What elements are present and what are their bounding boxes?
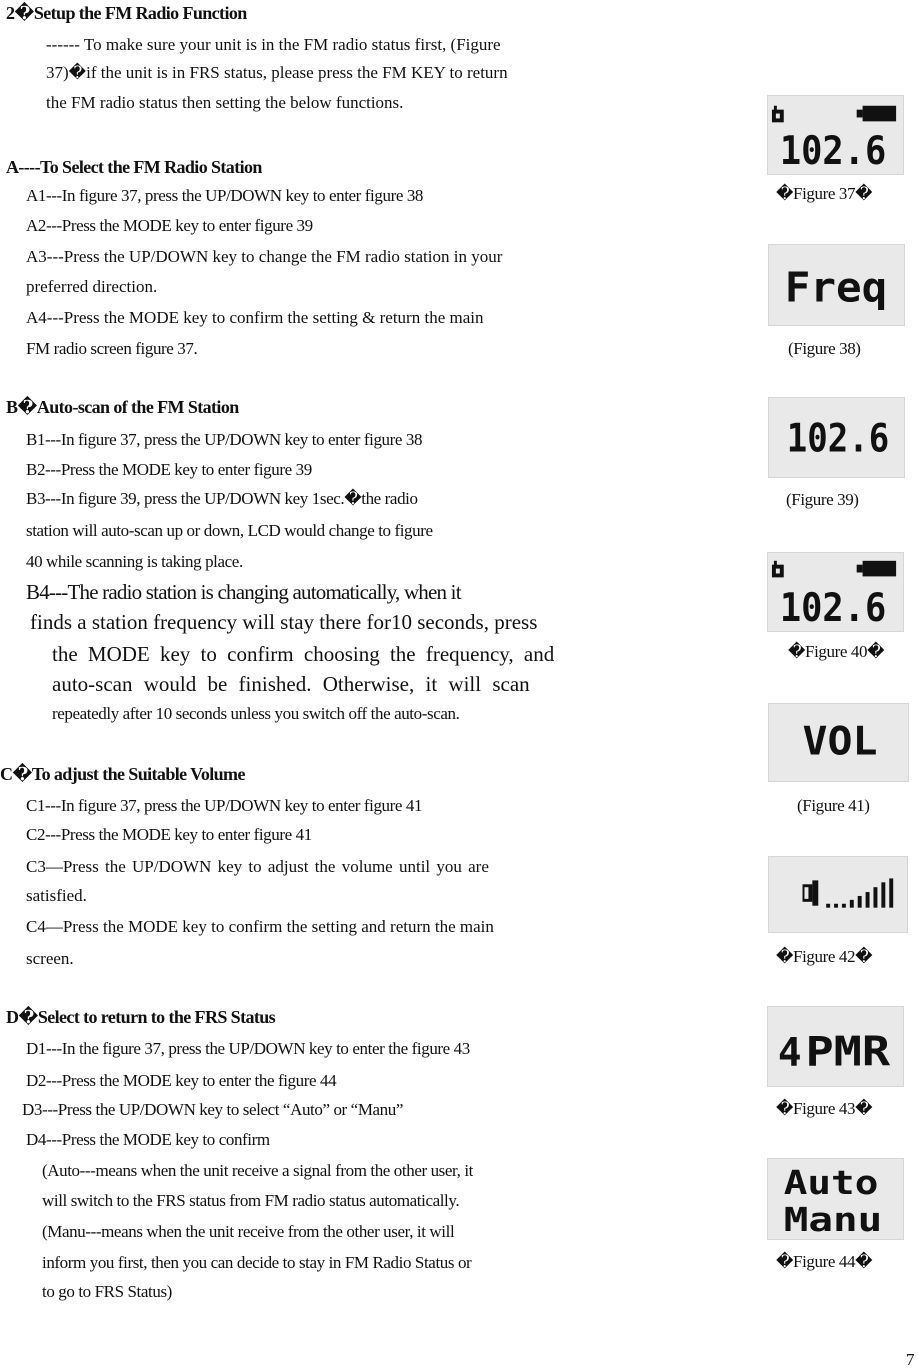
part-c-heading: C�To adjust the Suitable Volume [0, 764, 245, 784]
section-title: 2�Setup the FM Radio Function [6, 3, 247, 23]
figure-caption: �Figure 40� [788, 642, 885, 661]
part-b-line: B3---In figure 39, press the UP/DOWN key 1sec.�the radio [26, 489, 418, 508]
lcd-readout: Freq [784, 263, 888, 312]
part-b-line: 40 while scanning is taking place. [26, 552, 243, 571]
part-c-line: satisfied. [26, 886, 87, 905]
part-c-line: C1---In figure 37, press the UP/DOWN key to enter figure 41 [26, 796, 423, 815]
lcd-readout: 102.6 [779, 586, 887, 631]
figure-caption: (Figure 38) [788, 339, 861, 358]
part-c-line: screen. [26, 949, 74, 968]
part-b-line: finds a station frequency will stay there for10 seconds, press [30, 610, 538, 634]
figure-caption: (Figure 39) [786, 490, 859, 509]
part-b-line: auto-scan would be finished. Otherwise, it will scan [52, 672, 530, 696]
part-b-line: B1---In figure 37, press the UP/DOWN key to enter figure 38 [26, 430, 423, 449]
part-d-line: will switch to the FRS status from FM radio status automatically. [42, 1191, 460, 1210]
part-b-line: B4---The radio station is changing automatically, when it [26, 580, 461, 604]
channel-4-icon [778, 1031, 802, 1076]
speaker-icon [803, 880, 819, 905]
part-d-line: D3---Press the UP/DOWN key to select “Auto” or “Manu” [22, 1100, 404, 1119]
part-d-line: (Auto---means when the unit receive a signal from the other user, it [42, 1161, 473, 1180]
part-a-line: A3---Press the UP/DOWN key to change the FM radio station in your [26, 247, 503, 266]
lcd-figure-42 [768, 856, 908, 933]
part-a-line: FM radio screen figure 37. [26, 339, 198, 358]
part-d-line: D4---Press the MODE key to confirm [26, 1130, 270, 1149]
lcd-readout-manu: Manu [783, 1200, 883, 1239]
part-d-heading: D�Select to return to the FRS Status [6, 1007, 276, 1027]
part-d-line: D2---Press the MODE key to enter the figure 44 [26, 1071, 337, 1090]
lcd-figure-43 [767, 1006, 904, 1087]
part-d-line: D1---In the figure 37, press the UP/DOWN key to enter the figure 43 [26, 1039, 470, 1058]
lcd-figure-44 [767, 1158, 904, 1240]
battery-icon [857, 106, 896, 122]
part-a-line: A1---In figure 37, press the UP/DOWN key to enter figure 38 [26, 186, 424, 205]
svg-text:4: 4 [777, 1030, 802, 1076]
lcd-readout: PMR [805, 1027, 891, 1076]
part-b-line: repeatedly after 10 seconds unless you switch off the auto-scan. [52, 704, 460, 723]
lcd-readout: VOL [802, 719, 878, 765]
lcd-figure-40 [767, 552, 904, 632]
part-b-heading: B�Auto-scan of the FM Station [6, 397, 239, 417]
figure-caption: �Figure 44� [776, 1252, 873, 1271]
part-a-line: A4---Press the MODE key to confirm the setting & return the main [26, 308, 484, 327]
part-d-line: (Manu---means when the unit receive from the other user, it will [42, 1222, 455, 1241]
antenna-icon [772, 561, 784, 578]
lcd-readout: 102.6 [779, 129, 887, 174]
lcd-readout: 102.6 [786, 416, 890, 462]
part-b-line: the MODE key to confirm choosing the frequency, and [52, 642, 555, 666]
figure-caption: �Figure 43� [776, 1099, 873, 1118]
part-a-heading: A----To Select the FM Radio Station [6, 157, 262, 177]
part-d-line: to go to FRS Status) [42, 1282, 172, 1301]
part-c-line: C3—Press the UP/DOWN key to adjust the volume until you are [26, 857, 489, 876]
battery-icon [857, 561, 896, 577]
intro-line: ------ To make sure your unit is in the FM radio status first, (Figure [46, 35, 501, 54]
part-b-line: station will auto-scan up or down, LCD would change to figure [26, 521, 433, 540]
volume-bars-icon [826, 878, 893, 907]
figure-caption: �Figure 42� [776, 947, 873, 966]
antenna-icon [772, 106, 784, 123]
intro-line: 37)�if the unit is in FRS status, please press the FM KEY to return [46, 63, 508, 82]
figure-caption: (Figure 41) [797, 796, 870, 815]
part-c-line: C4—Press the MODE key to confirm the setting and return the main [26, 917, 494, 936]
lcd-figure-41 [768, 703, 909, 782]
part-b-line: B2---Press the MODE key to enter figure 39 [26, 460, 312, 479]
lcd-figure-37 [767, 95, 904, 175]
part-a-line: A2---Press the MODE key to enter figure 39 [26, 216, 313, 235]
lcd-figure-38 [768, 244, 905, 326]
figure-caption: �Figure 37� [776, 184, 873, 203]
page-number: 7 [906, 1350, 915, 1369]
intro-line: the FM radio status then setting the below functions. [46, 93, 404, 112]
lcd-figure-39 [768, 397, 905, 478]
lcd-readout-auto: Auto [783, 1163, 879, 1203]
part-c-line: C2---Press the MODE key to enter figure 41 [26, 825, 312, 844]
part-a-line: preferred direction. [26, 277, 158, 296]
part-d-line: inform you first, then you can decide to stay in FM Radio Status or [42, 1253, 472, 1272]
